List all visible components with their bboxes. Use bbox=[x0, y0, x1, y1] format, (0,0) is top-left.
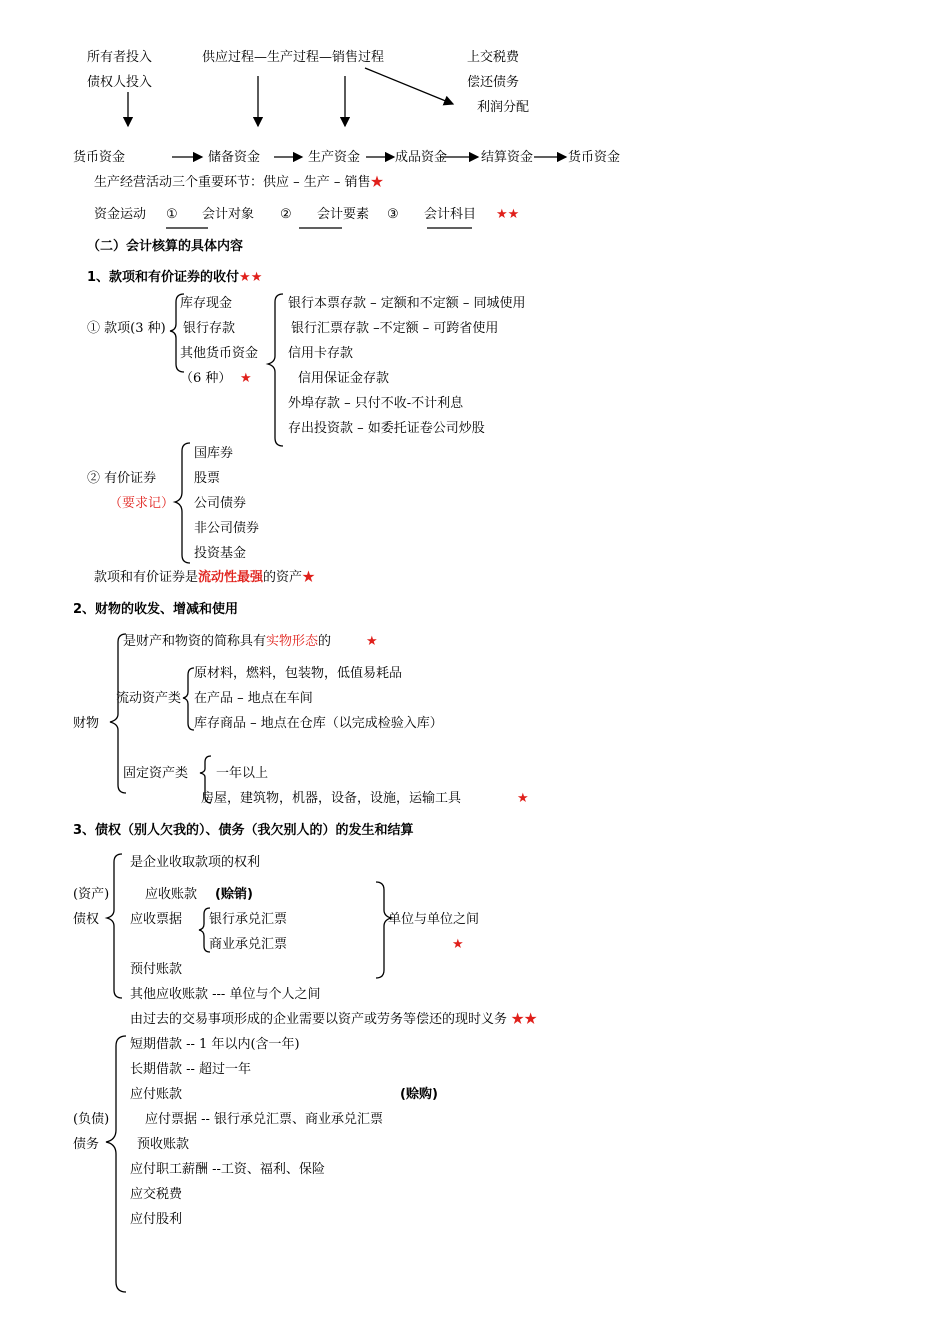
kind-4: 信用保证金存款 bbox=[298, 371, 390, 386]
kind-1: 银行本票存款 – 定额和不定额 – 同城使用 bbox=[288, 296, 526, 311]
star-icon: ★ bbox=[366, 634, 378, 649]
kind-3: 信用卡存款 bbox=[288, 346, 354, 361]
debt-root: 债务 bbox=[73, 1137, 100, 1152]
s3-title: 3、债权（别人欠我的）、债务（我欠别人的）的发生和结算 bbox=[73, 823, 414, 838]
current-item-3: 库存商品 – 地点在仓库（以完成检验入库） bbox=[194, 716, 443, 731]
cash-label: ① 款项(3 种) bbox=[87, 321, 166, 336]
brace-securities bbox=[175, 443, 190, 563]
claim-root: 债权 bbox=[73, 912, 100, 927]
stage-monetary: 货币资金 bbox=[73, 150, 126, 165]
num-1: ① bbox=[166, 207, 178, 222]
s1-title: 1、款项和有价证券的收付★★ bbox=[87, 270, 263, 285]
accounts-receivable: 应收账款 bbox=[145, 887, 198, 902]
fixed-assets: 固定资产类 bbox=[123, 766, 189, 781]
credit-purchase: (赊购) bbox=[400, 1087, 438, 1102]
stage-reserve: 储备资金 bbox=[208, 150, 261, 165]
arrow-diagonal-distribution bbox=[365, 68, 453, 104]
security-3: 公司债券 bbox=[194, 496, 247, 511]
credit-sale: (赊销) bbox=[215, 887, 253, 902]
num-3: ③ bbox=[387, 207, 399, 222]
accounting-element: 会计要素 bbox=[317, 207, 370, 222]
fixed-item-1: 一年以上 bbox=[216, 766, 269, 781]
three-links-line: 生产经营活动三个重要环节：供应 – 生产 – 销售★ bbox=[94, 175, 384, 190]
kind-2: 银行汇票存款 –不定额 – 可跨省使用 bbox=[291, 321, 499, 336]
stage-production: 生产资金 bbox=[308, 150, 361, 165]
property-definition: 是财产和物资的简称具有实物形态的 bbox=[123, 634, 332, 649]
profit-distribution: 利润分配 bbox=[477, 100, 530, 115]
security-5: 投资基金 bbox=[194, 546, 247, 561]
star-icon: ★ bbox=[370, 175, 384, 190]
other-receivables: 其他应收账款 --- 单位与个人之间 bbox=[130, 987, 321, 1002]
long-term-loan: 长期借款 -- 超过一年 bbox=[130, 1062, 252, 1077]
short-term-loan: 短期借款 -- 1 年以内(含一年) bbox=[130, 1037, 300, 1052]
stage-finished: 成品资金 bbox=[395, 150, 448, 165]
kind-5: 外埠存款 – 只付不收-不计利息 bbox=[288, 396, 464, 411]
fixed-item-2: 房屋，建筑物，机器，设备，设施，运输工具 bbox=[201, 791, 462, 806]
bank-deposit: 银行存款 bbox=[183, 321, 236, 336]
star-icon: ★ bbox=[452, 937, 464, 952]
between-units: 单位与单位之间 bbox=[388, 912, 480, 927]
current-item-2: 在产品 – 地点在车间 bbox=[194, 691, 313, 706]
commercial-acceptance: 商业承兑汇票 bbox=[209, 937, 288, 952]
notes-receivable: 应收票据 bbox=[130, 912, 183, 927]
section-heading: （二）会计核算的具体内容 bbox=[87, 239, 244, 254]
debt-definition: 由过去的交易事项形成的企业需要以资产或劳务等偿还的现时义务 ★★ bbox=[130, 1012, 538, 1027]
prepayments: 预付账款 bbox=[130, 962, 183, 977]
claim-definition: 是企业收取款项的权利 bbox=[130, 855, 261, 870]
num-2: ② bbox=[280, 207, 292, 222]
kind-6: 存出投资款 – 如委托证卷公司炒股 bbox=[288, 421, 485, 436]
star-icon: ★★ bbox=[239, 270, 263, 285]
securities-label: ② 有价证券 bbox=[87, 471, 157, 486]
brace-debts bbox=[106, 1036, 126, 1292]
brace-current-assets bbox=[183, 668, 194, 730]
creditor-input: 债权人投入 bbox=[87, 75, 153, 90]
other-monetary: 其他货币资金 bbox=[180, 346, 259, 361]
security-2: 股票 bbox=[194, 471, 221, 486]
liquidity-conclusion: 款项和有价证券是流动性最强的资产★ bbox=[94, 570, 316, 585]
brace-other-funds bbox=[268, 294, 283, 446]
star-icon: ★★ bbox=[496, 207, 520, 222]
must-remember: （要求记） bbox=[109, 496, 175, 511]
accounting-subject: 会计科目 bbox=[424, 207, 477, 222]
fund-movement-label: 资金运动 bbox=[94, 207, 147, 222]
current-assets: 流动资产类 bbox=[116, 691, 182, 706]
taxes-payable: 应交税费 bbox=[130, 1187, 183, 1202]
star-icon: ★★ bbox=[511, 1012, 538, 1027]
stage-settlement: 结算资金 bbox=[481, 150, 534, 165]
notes-payable: 应付票据 -- 银行承兑汇票、商业承兑汇票 bbox=[145, 1112, 384, 1127]
cash-on-hand: 库存现金 bbox=[180, 296, 233, 311]
six-kinds: （6 种） bbox=[180, 371, 232, 386]
star-icon: ★ bbox=[302, 570, 316, 585]
advances-received: 预收账款 bbox=[137, 1137, 190, 1152]
star-icon: ★ bbox=[240, 371, 252, 386]
process-chain: 供应过程—生产过程—销售过程 bbox=[202, 50, 385, 65]
accounts-payable: 应付账款 bbox=[130, 1087, 183, 1102]
stage-monetary-end: 货币资金 bbox=[568, 150, 621, 165]
current-item-1: 原材料，燃料，包装物，低值易耗品 bbox=[194, 666, 403, 681]
debt-repayment: 偿还债务 bbox=[467, 75, 520, 90]
asset-tag: (资产) bbox=[73, 887, 110, 902]
payroll-payable: 应付职工薪酬 --工资、福利、保险 bbox=[130, 1162, 325, 1177]
security-1: 国库券 bbox=[194, 446, 234, 461]
bank-acceptance: 银行承兑汇票 bbox=[209, 912, 288, 927]
star-icon: ★ bbox=[517, 791, 529, 806]
owner-input: 所有者投入 bbox=[87, 50, 153, 65]
tax-payment: 上交税费 bbox=[467, 50, 520, 65]
property-root: 财物 bbox=[73, 716, 100, 731]
liability-tag: (负债) bbox=[73, 1112, 110, 1127]
s2-title: 2、财物的收发、增减和使用 bbox=[73, 602, 239, 617]
dividends-payable: 应付股利 bbox=[130, 1212, 183, 1227]
brace-between-units bbox=[376, 882, 391, 978]
security-4: 非公司债券 bbox=[194, 521, 260, 536]
accounting-object: 会计对象 bbox=[202, 207, 255, 222]
brace-claims bbox=[107, 854, 122, 998]
